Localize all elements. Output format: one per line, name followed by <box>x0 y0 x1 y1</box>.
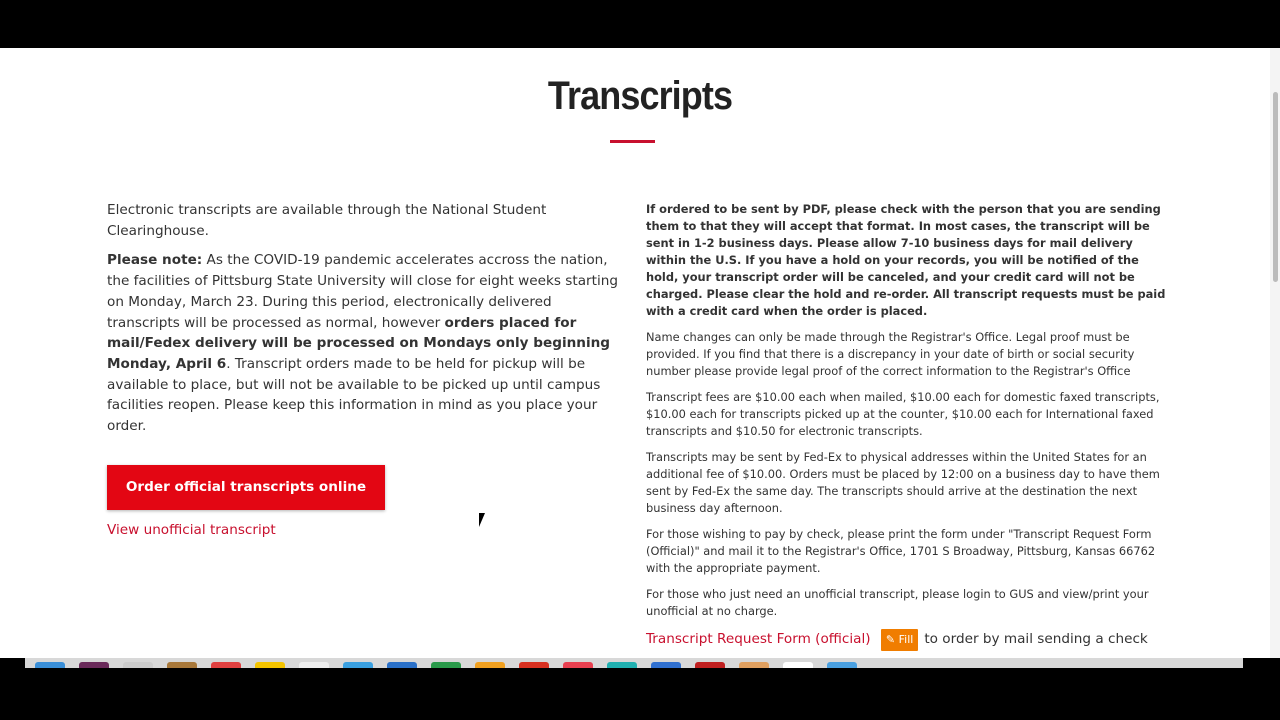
scrollbar[interactable] <box>1270 48 1280 658</box>
dock-app-icon[interactable] <box>563 662 593 668</box>
dock-app-icon[interactable] <box>255 662 285 668</box>
dock-app-icon[interactable] <box>167 662 197 668</box>
note-bold: orders placed for mail/Fedex delivery will be processed on Mondays only beginning Monday, April 6 <box>107 314 611 372</box>
dock <box>25 658 1243 668</box>
dock-app-icon[interactable] <box>79 662 109 668</box>
fill-label: Fill <box>898 633 914 646</box>
dock-app-icon[interactable] <box>651 662 681 668</box>
dock-app-icon[interactable] <box>739 662 769 668</box>
note-label: Please note: <box>107 252 203 269</box>
dock-app-icon[interactable] <box>607 662 637 668</box>
dock-app-icon[interactable] <box>123 662 153 668</box>
fill-button[interactable] <box>881 629 918 651</box>
right-column <box>646 201 1166 651</box>
fees-text: Transcript fees are $10.00 each when mailed, $10.00 each for domestic faxed transcripts, $10.00 each for transcripts picked up at the counter, $10.00 each for International faxed transcripts and $10.50 for electronic transcripts. <box>646 390 1160 438</box>
transcript-request-form-link[interactable]: Transcript Request Form (official) <box>646 631 871 647</box>
fedex-text: Transcripts may be sent by Fed-Ex to physical addresses within the United States for an additional fee of $10.00. Orders must be placed by 12:00 on a business day to have them sent by Fed-Ex the same day. The transcripts should arrive at the destination the next business day afternoon. <box>646 450 1160 515</box>
note-text-end: . Transcript orders made to be held for pickup will be available to place, but will not be available to be picked up until campus facilities reopen. Please keep this information in mind as you place your order. <box>107 355 601 435</box>
dock-app-icon[interactable] <box>299 662 329 668</box>
intro-text: Electronic transcripts are available through the National Student Clearinghouse. <box>107 202 547 239</box>
dock-app-icon[interactable] <box>475 662 505 668</box>
covid-note <box>107 250 622 436</box>
page-title: Transcripts <box>547 74 733 118</box>
name-changes-text: Name changes can only be made through the Registrar's Office. Legal proof must be provided. If you find that there is a discrepancy in your date of birth or social security number please provide legal proof of the correct information to the Registrar's Office <box>646 330 1135 378</box>
dock-app-icon[interactable] <box>519 662 549 668</box>
form-line <box>646 629 1166 651</box>
dock-app-icon[interactable] <box>695 662 725 668</box>
unofficial-text: For those who just need an unofficial transcript, please login to GUS and view/print your unofficial at no charge. <box>646 587 1149 618</box>
dock-app-icon[interactable] <box>343 662 373 668</box>
form-suffix: to order by mail sending a check <box>924 631 1148 647</box>
order-transcripts-button[interactable]: Order official transcripts online <box>107 465 385 510</box>
browser-page <box>0 48 1280 658</box>
title-divider <box>610 140 655 143</box>
note-text: As the COVID-19 pandemic accelerates accross the nation, the facilities of Pittsburg State University will close for eight weeks starting on Monday, March 23. During this period, electronically delivered transcripts will be processed as normal, however <box>107 252 618 331</box>
view-unofficial-transcript-link[interactable]: View unofficial transcript <box>107 521 276 538</box>
fill-icon: ✎ <box>885 633 899 646</box>
dock-app-icon[interactable] <box>211 662 241 668</box>
dock-app-icon[interactable] <box>783 662 813 668</box>
dock-app-icon[interactable] <box>827 662 857 668</box>
scrollbar-thumb[interactable] <box>1273 92 1278 282</box>
check-text: For those wishing to pay by check, please print the form under "Transcript Request Form (Official)" and mail it to the Registrar's Office, 1701 S Broadway, Pittsburg, Kansas 66762 with the appropriate payment. <box>646 527 1156 575</box>
dock-app-icon[interactable] <box>431 662 461 668</box>
left-column <box>107 200 622 540</box>
dock-app-icon[interactable] <box>387 662 417 668</box>
mouse-cursor-icon <box>479 513 491 527</box>
pdf-notice: If ordered to be sent by PDF, please check with the person that you are sending them to that they will accept that format. In most cases, the transcript will be sent in 1-2 business days. Please allow 7-10 business days for mail delivery within the U.S. If you have a hold on your records, you will be notified of the hold, your transcript order will be canceled, and your credit card will not be charged. Please clear the hold and re-order. All transcript requests must be paid with a credit card when the order is placed. <box>646 202 1166 318</box>
dock-app-icon[interactable] <box>35 662 65 668</box>
